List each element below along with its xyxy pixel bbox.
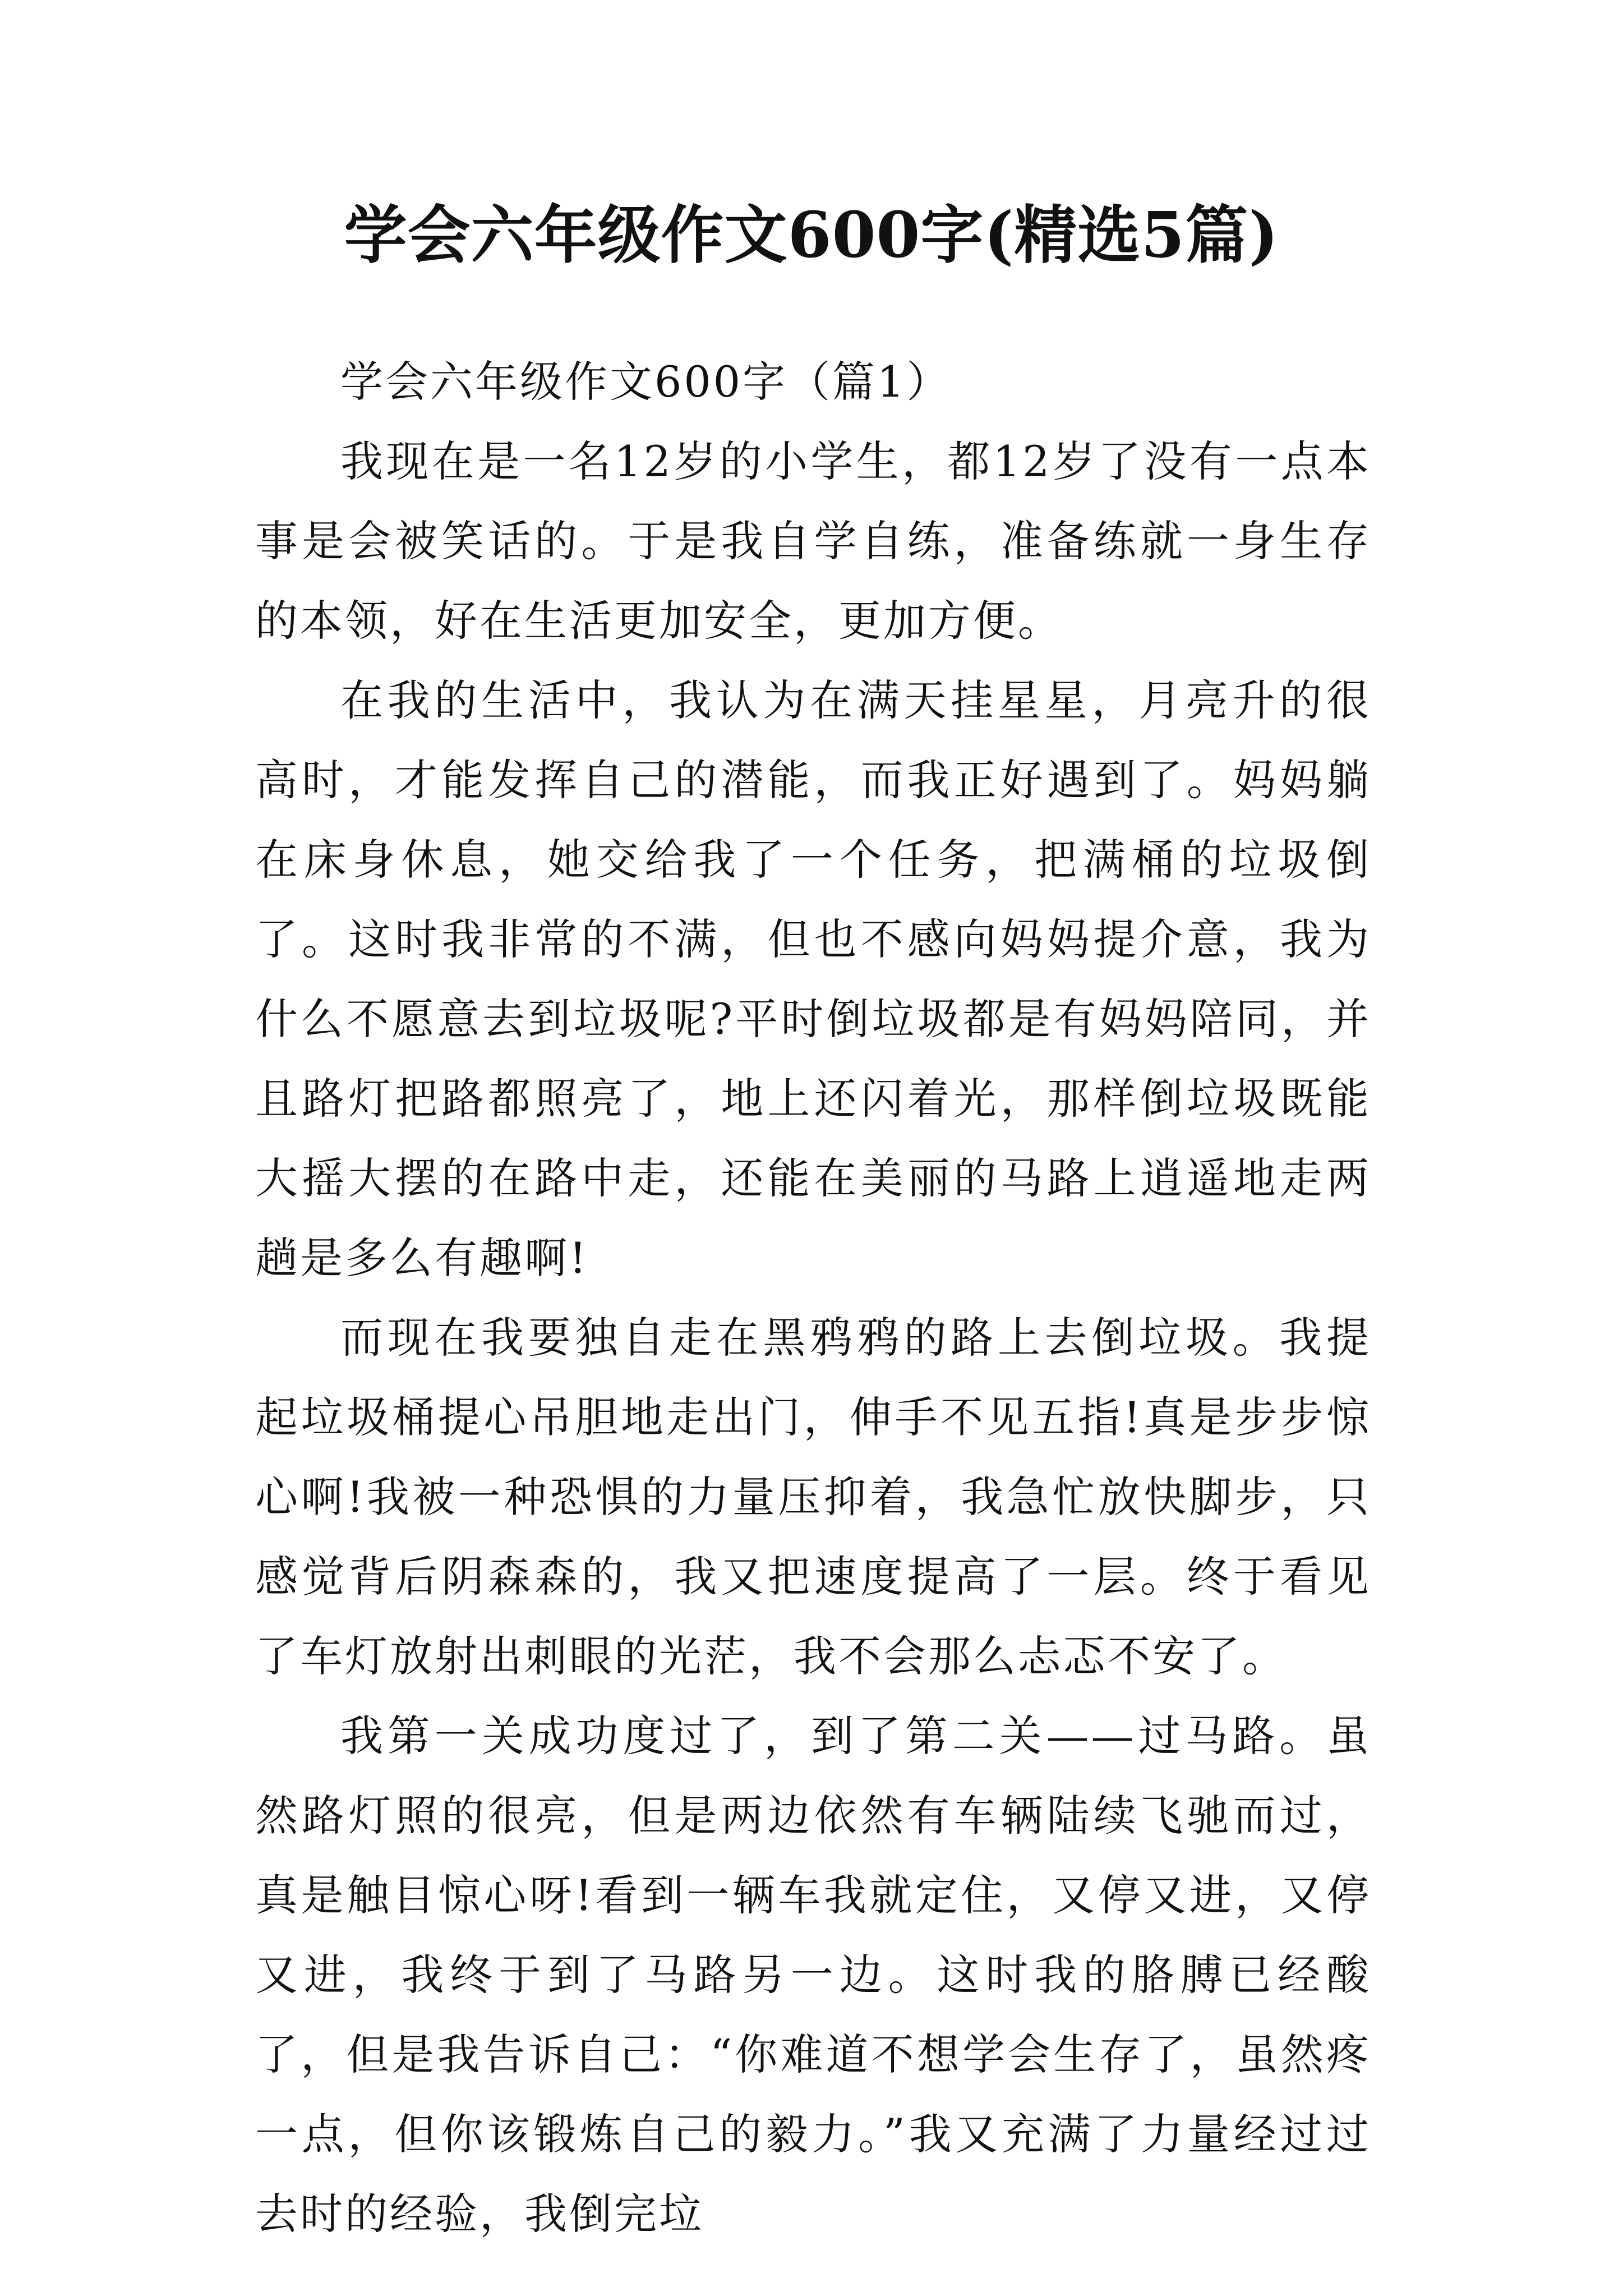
paragraph-2: 在我的生活中，我认为在满天挂星星，月亮升的很高时，才能发挥自己的潜能，而我正好遇到了。妈妈躺在床身休息，她交给我了一个任务，把满桶的垃圾倒了。这时我非常的不满，但也不感向妈妈提介意，我为什么不愿意去到垃圾呢?平时倒垃圾都是有妈妈陪同，并且路灯把路都照亮了，地上还闪着光，那样倒垃圾既能大摇大摆的在路中走，还能在美丽的马路上逍遥地走两趟是多么有趣啊! [255, 675, 1371, 1283]
document-body [255, 342, 1371, 2254]
section-heading: 学会六年级作文600字（篇1） [340, 357, 952, 407]
document-title: 学会六年级作文600字(精选5篇) [344, 199, 1279, 272]
paragraph-3: 而现在我要独自走在黑鸦鸦的路上去倒垃圾。我提起垃圾桶提心吊胆地走出门，伸手不见五指!真是步步惊心啊!我被一种恐惧的力量压抑着，我急忙放快脚步，只感觉背后阴森森的，我又把速度提高了一层。终于看见了车灯放射出刺眼的光茫，我不会那么忐忑不安了。 [255, 1313, 1371, 1681]
paragraph-1: 我现在是一名12岁的小学生，都12岁了没有一点本事是会被笑话的。于是我自学自练，准备练就一身生存的本领，好在生活更加安全，更加方便。 [255, 436, 1371, 646]
paragraph-4: 我第一关成功度过了，到了第二关——过马路。虽然路灯照的很亮，但是两边依然有车辆陆续飞驰而过，真是触目惊心呀!看到一辆车我就定住，又停又进，又停又进，我终于到了马路另一边。这时我的胳膊已经酸了，但是我告诉自己：“你难道不想学会生存了，虽然疼一点，但你该锻炼自己的毅力。”我又充满了力量经过过去时的经验，我倒完垃 [255, 1711, 1371, 2239]
